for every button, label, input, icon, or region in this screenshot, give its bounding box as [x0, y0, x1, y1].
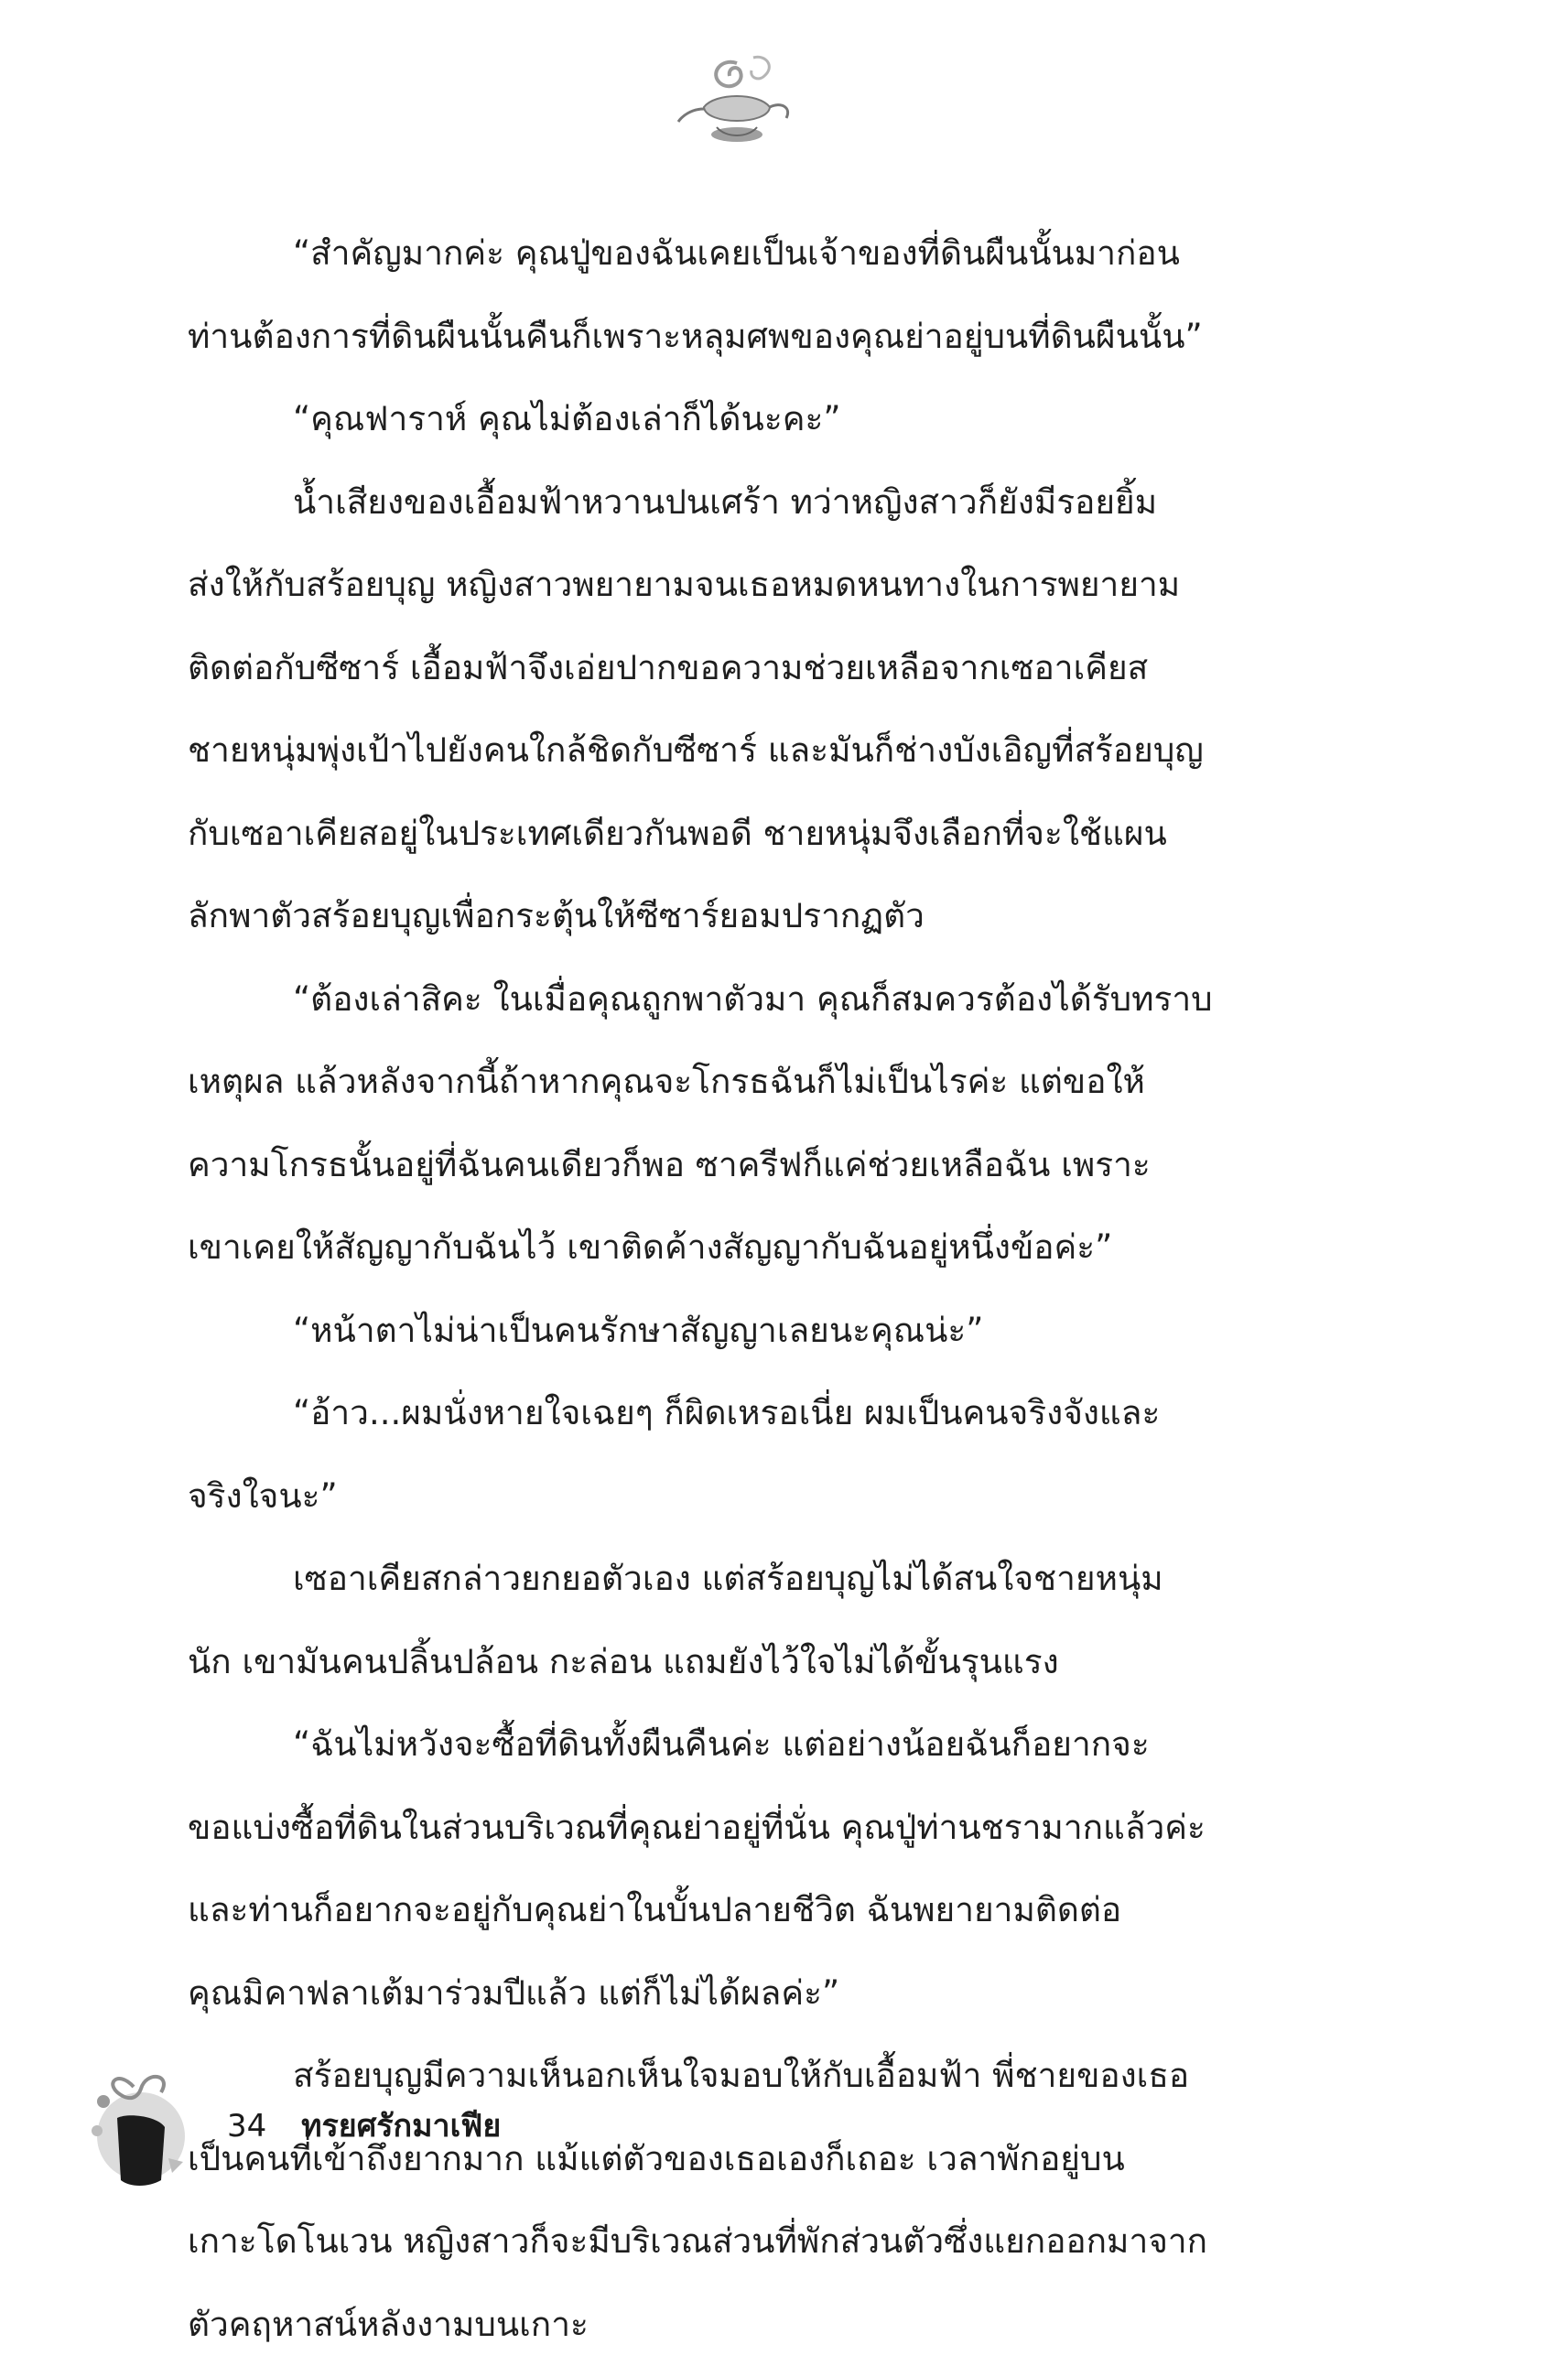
- text-line: “สำคัญมากค่ะ คุณปู่ของฉันเคยเป็นเจ้าของที่ดินผืนนั้นมาก่อน: [188, 212, 1309, 296]
- text-line: “คุณฟาราห์ คุณไม่ต้องเล่าก็ได้นะคะ”: [188, 378, 1309, 461]
- text-line: นัก เขามันคนปลิ้นปล้อน กะล่อน แถมยังไว้ใจไม่ได้ขั้นรุนแรง: [188, 1621, 1309, 1704]
- text-line: ส่งให้กับสร้อยบุญ หญิงสาวพยายามจนเธอหมดหนทางในการพยายาม: [188, 544, 1309, 627]
- body-text: [188, 212, 1309, 2366]
- text-line: ตัวคฤหาสน์หลังงามบนเกาะ: [188, 2284, 1309, 2366]
- text-line: เขาเคยให้สัญญากับฉันไว้ เขาติดค้างสัญญากับฉันอยู่หนึ่งข้อค่ะ”: [188, 1206, 1309, 1290]
- text-line: ท่านต้องการที่ดินผืนนั้นคืนก็เพราะหลุมศพของคุณย่าอยู่บนที่ดินผืนนั้น”: [188, 296, 1309, 379]
- genie-lamp-icon: [673, 50, 801, 160]
- gift-ornament-icon: [81, 2059, 200, 2197]
- text-line: เซอาเคียสกล่าวยกยอตัวเอง แต่สร้อยบุญไม่ได้สนใจชายหนุ่ม: [188, 1538, 1309, 1621]
- text-line: ชายหนุ่มพุ่งเป้าไปยังคนใกล้ชิดกับซีซาร์ และมันก็ช่างบังเอิญที่สร้อยบุญ: [188, 709, 1309, 793]
- text-line: ติดต่อกับซีซาร์ เอื้อมฟ้าจึงเอ่ยปากขอความช่วยเหลือจากเซอาเคียส: [188, 627, 1309, 710]
- text-line: “ต้องเล่าสิคะ ในเมื่อคุณถูกพาตัวมา คุณก็สมควรต้องได้รับทราบ: [188, 958, 1309, 1042]
- text-line: ลักพาตัวสร้อยบุญเพื่อกระตุ้นให้ซีซาร์ยอมปรากฏตัว: [188, 875, 1309, 958]
- text-line: จริงใจนะ”: [188, 1455, 1309, 1539]
- text-line: เหตุผล แล้วหลังจากนี้ถ้าหากคุณจะโกรธฉันก็ไม่เป็นไรค่ะ แต่ขอให้: [188, 1041, 1309, 1124]
- text-line: เกาะโดโนเวน หญิงสาวก็จะมีบริเวณส่วนที่พักส่วนตัวซึ่งแยกออกมาจาก: [188, 2200, 1309, 2284]
- page-number: 34: [227, 2108, 266, 2145]
- text-line: กับเซอาเคียสอยู่ในประเทศเดียวกันพอดี ชายหนุ่มจึงเลือกที่จะใช้แผน: [188, 793, 1309, 876]
- text-line: เป็นคนที่เข้าถึงยากมาก แม้แต่ตัวของเธอเองก็เถอะ เวลาพักอยู่บน: [188, 2118, 1309, 2201]
- text-line: “อ้าว...ผมนั่งหายใจเฉยๆ ก็ผิดเหรอเนี่ย ผมเป็นคนจริงจังและ: [188, 1372, 1309, 1455]
- text-line: สร้อยบุญมีความเห็นอกเห็นใจมอบให้กับเอื้อมฟ้า พี่ชายของเธอ: [188, 2035, 1309, 2118]
- text-line: ความโกรธนั้นอยู่ที่ฉันคนเดียวก็พอ ซาครีฟก็แค่ช่วยเหลือฉัน เพราะ: [188, 1124, 1309, 1207]
- text-line: น้ำเสียงของเอื้อมฟ้าหวานปนเศร้า ทว่าหญิงสาวก็ยังมีรอยยิ้ม: [188, 461, 1309, 545]
- text-line: และท่านก็อยากจะอยู่กับคุณย่าในบั้นปลายชีวิต ฉันพยายามติดต่อ: [188, 1869, 1309, 1952]
- text-line: ขอแบ่งซื้อที่ดินในส่วนบริเวณที่คุณย่าอยู่ที่นั่น คุณปู่ท่านชรามากแล้วค่ะ: [188, 1787, 1309, 1870]
- page-footer: [227, 2101, 501, 2150]
- text-line: “ฉันไม่หวังจะซื้อที่ดินทั้งผืนคืนค่ะ แต่อย่างน้อยฉันก็อยากจะ: [188, 1703, 1309, 1787]
- text-line: คุณมิคาฟลาเต้มาร่วมปีแล้ว แต่ก็ไม่ได้ผลค่ะ”: [188, 1952, 1309, 2036]
- book-title: ทรยศรักมาเฟีย: [301, 2108, 501, 2145]
- text-line: “หน้าตาไม่น่าเป็นคนรักษาสัญญาเลยนะคุณน่ะ”: [188, 1290, 1309, 1373]
